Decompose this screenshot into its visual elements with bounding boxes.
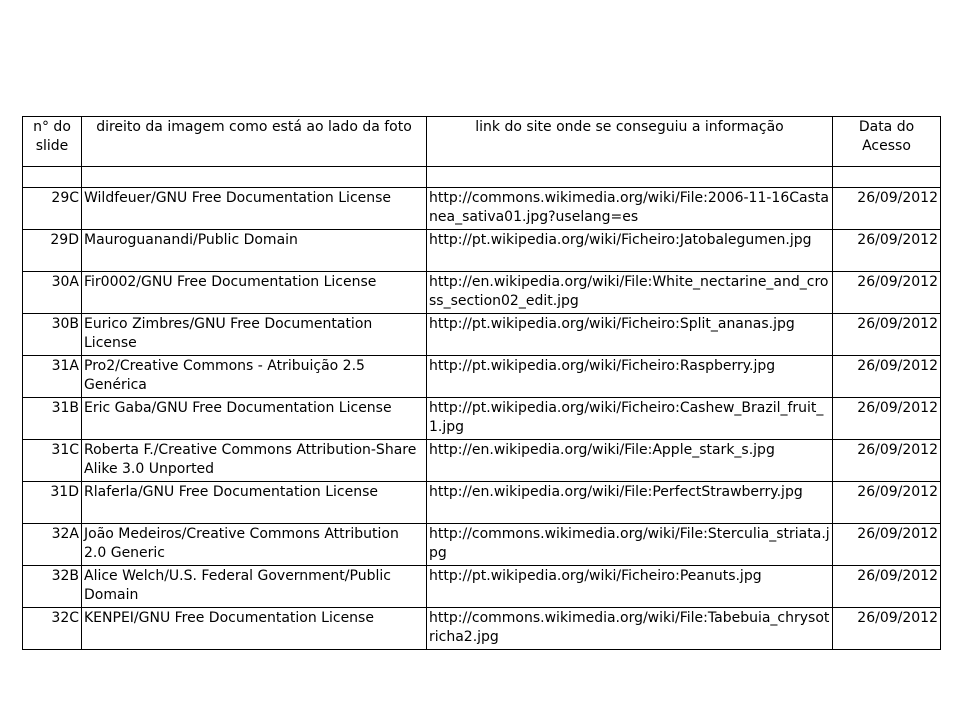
source-link-cell[interactable]: http://en.wikipedia.org/wiki/File:Apple_stark_s.jpg <box>427 440 833 482</box>
table-row <box>23 524 941 566</box>
access-date-cell: 26/09/2012 <box>833 272 941 314</box>
slide-number-cell: 31D <box>23 482 82 524</box>
source-link-cell[interactable]: http://pt.wikipedia.org/wiki/Ficheiro:Peanuts.jpg <box>427 566 833 608</box>
image-credit-cell: Eurico Zimbres/GNU Free Documentation License <box>82 314 427 356</box>
empty-cell <box>23 167 82 188</box>
access-date-cell: 26/09/2012 <box>833 356 941 398</box>
header-access-date: Data do Acesso <box>833 117 941 167</box>
source-link-cell[interactable]: http://pt.wikipedia.org/wiki/Ficheiro:Jatobalegumen.jpg <box>427 230 833 272</box>
slide-number-cell: 32A <box>23 524 82 566</box>
source-link-cell[interactable]: http://commons.wikimedia.org/wiki/File:Tabebuia_chrysotricha2.jpg <box>427 608 833 650</box>
image-credit-cell: Mauroguanandi/Public Domain <box>82 230 427 272</box>
header-image-credit: direito da imagem como está ao lado da foto <box>82 117 427 167</box>
slide-number-cell: 31A <box>23 356 82 398</box>
access-date-cell: 26/09/2012 <box>833 188 941 230</box>
image-credit-cell: João Medeiros/Creative Commons Attribution 2.0 Generic <box>82 524 427 566</box>
header-slide-number: n° do slide <box>23 117 82 167</box>
slide-number-cell: 31C <box>23 440 82 482</box>
access-date-cell: 26/09/2012 <box>833 524 941 566</box>
table-row <box>23 314 941 356</box>
access-date-cell: 26/09/2012 <box>833 566 941 608</box>
image-credit-cell: Fir0002/GNU Free Documentation License <box>82 272 427 314</box>
header-row <box>23 117 941 167</box>
access-date-cell: 26/09/2012 <box>833 482 941 524</box>
image-credit-cell: Roberta F./Creative Commons Attribution-Share Alike 3.0 Unported <box>82 440 427 482</box>
table-row <box>23 482 941 524</box>
empty-cell <box>427 167 833 188</box>
slide-number-cell: 29D <box>23 230 82 272</box>
empty-row <box>23 167 941 188</box>
image-credits-table <box>22 116 941 650</box>
access-date-cell: 26/09/2012 <box>833 440 941 482</box>
source-link-cell[interactable]: http://pt.wikipedia.org/wiki/Ficheiro:Split_ananas.jpg <box>427 314 833 356</box>
table-row <box>23 398 941 440</box>
empty-cell <box>833 167 941 188</box>
image-credit-cell: Rlaferla/GNU Free Documentation License <box>82 482 427 524</box>
source-link-cell[interactable]: http://en.wikipedia.org/wiki/File:White_nectarine_and_cross_section02_edit.jpg <box>427 272 833 314</box>
source-link-cell[interactable]: http://commons.wikimedia.org/wiki/File:Sterculia_striata.jpg <box>427 524 833 566</box>
image-credit-cell: Eric Gaba/GNU Free Documentation License <box>82 398 427 440</box>
slide-number-cell: 32C <box>23 608 82 650</box>
table-row <box>23 440 941 482</box>
slide-number-cell: 29C <box>23 188 82 230</box>
access-date-cell: 26/09/2012 <box>833 314 941 356</box>
header-source-link: link do site onde se conseguiu a informação <box>427 117 833 167</box>
table-row <box>23 356 941 398</box>
source-link-cell[interactable]: http://en.wikipedia.org/wiki/File:PerfectStrawberry.jpg <box>427 482 833 524</box>
slide-number-cell: 31B <box>23 398 82 440</box>
empty-cell <box>82 167 427 188</box>
image-credit-cell: Pro2/Creative Commons - Atribuição 2.5 Genérica <box>82 356 427 398</box>
table-row <box>23 566 941 608</box>
table-row <box>23 272 941 314</box>
table-row <box>23 608 941 650</box>
image-credit-cell: Alice Welch/U.S. Federal Government/Public Domain <box>82 566 427 608</box>
image-credit-cell: Wildfeuer/GNU Free Documentation License <box>82 188 427 230</box>
slide-number-cell: 30A <box>23 272 82 314</box>
slide-number-cell: 30B <box>23 314 82 356</box>
access-date-cell: 26/09/2012 <box>833 230 941 272</box>
slide-number-cell: 32B <box>23 566 82 608</box>
source-link-cell[interactable]: http://pt.wikipedia.org/wiki/Ficheiro:Cashew_Brazil_fruit_1.jpg <box>427 398 833 440</box>
access-date-cell: 26/09/2012 <box>833 608 941 650</box>
source-link-cell[interactable]: http://pt.wikipedia.org/wiki/Ficheiro:Raspberry.jpg <box>427 356 833 398</box>
table-row <box>23 188 941 230</box>
access-date-cell: 26/09/2012 <box>833 398 941 440</box>
table-row <box>23 230 941 272</box>
image-credit-cell: KENPEI/GNU Free Documentation License <box>82 608 427 650</box>
source-link-cell[interactable]: http://commons.wikimedia.org/wiki/File:2006-11-16Castanea_sativa01.jpg?uselang=es <box>427 188 833 230</box>
